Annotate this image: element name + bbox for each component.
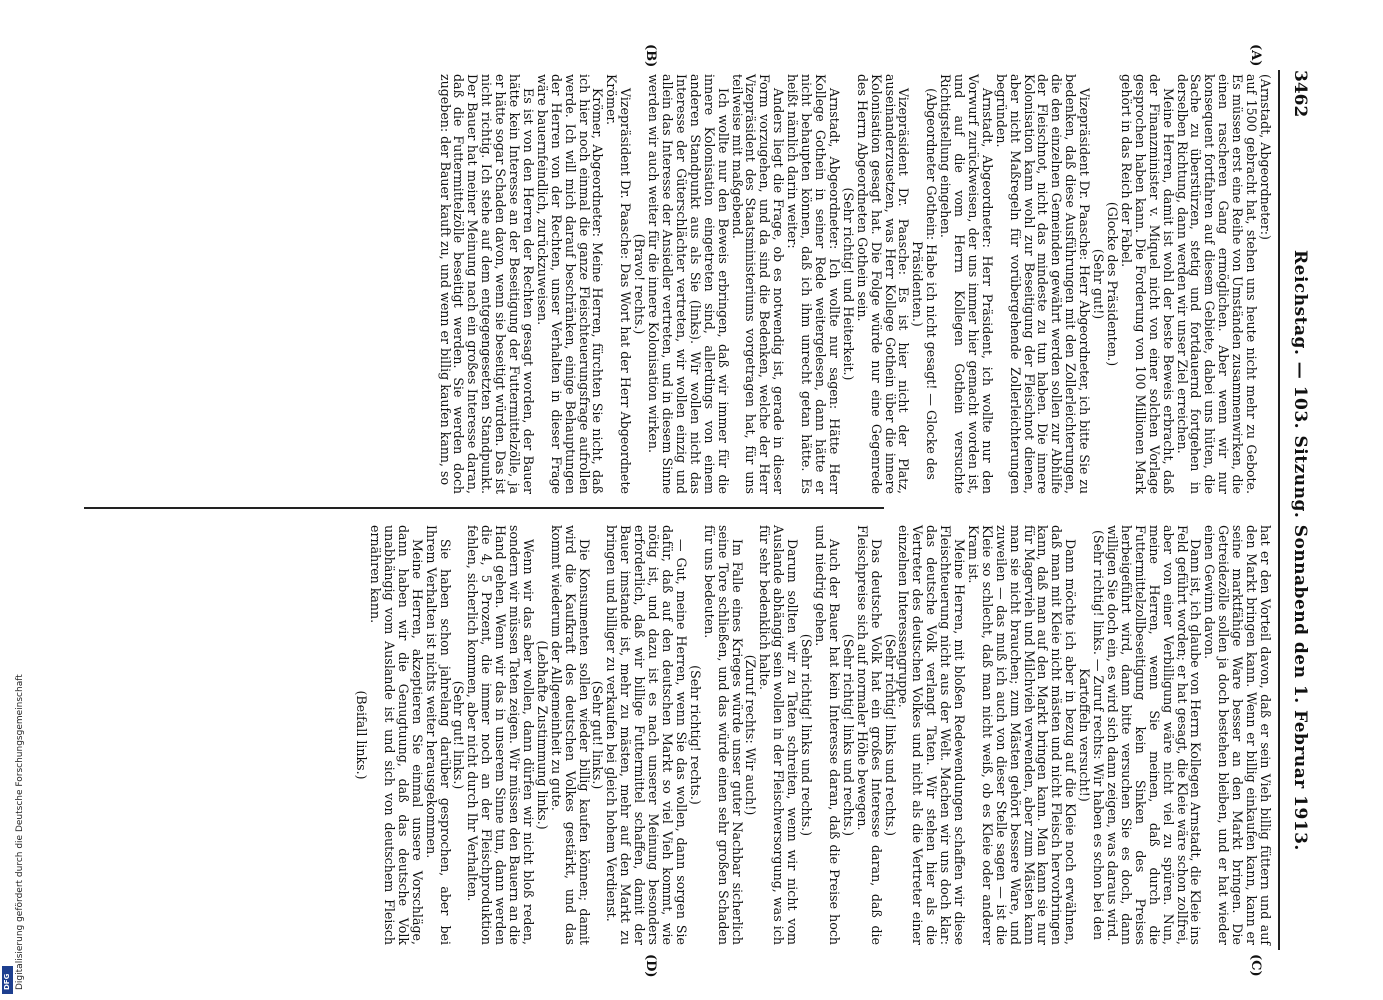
- paragraph: Vizepräsident Dr. Paasche: Es ist hier nicht der Platz, auseinanderzusetzen, was Herr Kollege Gothein über die innere Kolonisation gesagt hat. Die Folge würde nur eine Gegenrede des Herrn Abgeordneten Gothein sein.: [854, 74, 912, 494]
- paragraph: Wenn wir das aber wollen, dann dürfen wir nicht bloß reden, sondern wir müssen Taten zeigen. Wir müssen den Bauern an die Hand gehen. Wenn wir das in unserem Sinne tun, dann werden die 4, 5 Prozent, die immer noch an der Fleischproduktion fehlen, sicherlich kommen, aber nicht durch Ihr Verhalten.: [465, 525, 536, 945]
- paragraph: Das deutsche Volk hat ein großes Interesse daran, daß die Fleischpreise sich auf normaler Höhe bewegen.: [854, 525, 884, 945]
- paragraph: Meine Herren, damit ist wohl der beste Beweis erbracht, daß der Finanzminister v. Miquel nicht von einer solchen Vorlage gesprochen haben kann. Die Forderung von 100 Millionen Mark gehört in das Reich der Fabel.: [1118, 74, 1176, 494]
- running-title: Reichstag. — 103. Sitzung. Sonnabend den 1. Februar 1913.: [1290, 250, 1310, 851]
- left-text-column: [438, 74, 1272, 494]
- dfg-logo: [2, 966, 13, 994]
- paragraph: Meine Herren, mit bloßen Redewendungen schaffen wir diese Fleischteuerung nicht aus der Welt. Machen wir uns doch klar: das deutsche Volk verlangt Taten. Wir stehen hier als die Vertreter des deutschen Volkes und nicht als die Vertreter einer einzelnen Interessengruppe.: [896, 525, 968, 945]
- right-text-column: [354, 525, 1272, 945]
- paragraph: Arnstadt, Abgeordneter: Herr Präsident, ich wollte nur den Vorwurf zurückweisen, der uns immer hier gemacht worden ist, und auf die vom Herrn Kollegen Gothein versuchte Richtigstellung eingehen.: [938, 74, 995, 494]
- paragraph: (Arnstadt, Abgeordneter:): [1258, 74, 1273, 240]
- paragraph: auf 1500 gebracht hat, stehen uns heute nicht mehr zu Gebote. Es müssen erst eine Reihe von Umständen zusammenwirken, die einen rascheren Gang ermöglichen. Aber wenn wir nur konsequent fortfahren auf diesem Gebiete, dabei uns hüten, die Sache zu überstürzen, stetig und fortdauernd fortgehen in derselben Richtung, dann werden wir unser Ziel erreichen.: [1174, 74, 1260, 494]
- page-number: 3462: [1290, 70, 1310, 118]
- paragraph: Es ist von den Herren der Rechten gesagt worden, der Bauer hätte kein Interesse an der Beseitigung der Futtermittelzölle, ja er hätte sogar Schaden davon, wenn sie beseitigt würden. Das ist nicht richtig. Ich stehe auf dem entgegengesetzten Standpunkt. Der Bauer hat meiner Meinung nach ein großes Interesse daran, daß die Futtermittelzölle beseitigt werden. Sie werden doch zugeben: der Bauer kauft zu, und wenn er billig kaufen kann, so: [437, 74, 536, 494]
- interjection: (Sehr richtig! links und rechts.): [882, 633, 898, 837]
- margin-mark-a: (A): [1248, 44, 1263, 67]
- paragraph: Meine Herren, akzeptieren Sie einmal unsere Vorschläge, dann haben wir die Genugtuung, daß das deutsche Volk unabhängig vom Auslande ist und sich von deutschem Fleisch ernähren kann.: [368, 525, 425, 945]
- interjection: (Sehr richtig! und Heiterkeit.): [840, 187, 856, 381]
- interjection: (Sehr richtig! links. — Zuruf rechts: Wir haben es schon bei den Kartoffeln versucht!): [1077, 530, 1107, 940]
- paragraph: Im Falle eines Krieges würde unser guter Nachbar sicherlich seine Tore schließen, und das würde einen sehr großen Schaden für uns bedeuten.: [701, 525, 745, 945]
- paragraph: — Gut, meine Herren, wenn Sie das wollen, dann sorgen Sie dafür, daß auf den deutschen Markt so viel Vieh kommt, wie nötig ist, und dazu ist es nach unserer Meinung besonders erforderlich, daß wir billige Futtermittel schaffen, damit der Bauer imstande ist, mehr zu mästen, mehr auf den Markt zu bringen und billiger zu verkaufen bei gleich hohem Verdienst.: [604, 525, 689, 945]
- credit-text: Digitalisierung gefördert durch die Deutsche Forschungsgemeinschaft: [15, 674, 25, 990]
- paragraph: Darum sollten wir zu Taten schreiten, wenn wir nicht vom Auslande abhängig sein wollen in der Fleischversorgung, was ich für sehr bedenklich halte.: [757, 525, 801, 945]
- paragraph: Ich wollte nur den Beweis erbringen, daß wir immer für die innere Kolonisation eingetreten sind, allerdings von einem anderen Standpunkt aus als Sie (links). Wir wollen nicht das Interesse der Güterschlächter vertreten, wir wollen einzig und allein das Interesse der Ansiedler vertreten, und in diesem Sinne werden wir auch weiter für die innere Kolonisation wirken.: [646, 74, 731, 494]
- interjection: (Lebhafte Zustimmung links.): [534, 640, 550, 830]
- interjection: (Bravo! rechts.): [632, 233, 648, 335]
- rotated-page-content: [73, 44, 1318, 978]
- header-rule: [1278, 70, 1280, 950]
- interjection: (Sehr richtig! links und rechts.): [799, 633, 815, 837]
- interjection: (Beifall links.): [354, 690, 370, 780]
- paragraph: Vizepräsident Dr. Paasche: Das Wort hat der Herr Abgeordnete Krömer.: [604, 74, 634, 494]
- dfg-logo-text: DFG: [3, 973, 11, 990]
- column-divider: [84, 507, 884, 509]
- interjection: (Sehr richtig! links und rechts.): [840, 633, 856, 837]
- paragraph: Die Konsumenten sollen wieder billig kaufen können; damit wird die Kaufkraft des deutschen Volkes gestärkt, und das kommt wiederum der Allgemeinheit zu gute.: [548, 525, 592, 945]
- interjection: (Sehr gut! links.): [590, 680, 606, 790]
- interjection: (Sehr richtig! rechts.): [687, 665, 703, 805]
- margin-mark-c: (C): [1248, 954, 1263, 977]
- paragraph: Anders liegt die Frage, ob es notwendig ist, gerade in dieser Form vorzugehen, und da sind die Bedenken, welche der Herr Vizepräsident des Staatsministeriums vorgetragen hat, für uns teilweise mit maßgebend.: [729, 74, 787, 494]
- paragraph: Sie haben schon jahrelang darüber gesprochen, aber bei Ihrem Verhalten ist nichts weiter herausgekommen.: [423, 525, 453, 945]
- digitization-credit: [6, 5, 25, 995]
- margin-mark-b: (B): [643, 44, 658, 68]
- interjection: (Sehr gut! links.): [451, 680, 467, 790]
- paragraph: Arnstadt, Abgeordneter: Ich wollte nur sagen: Hätte Herr Kollege Gothein in seiner Rede weitergelesen, dann hätte er nicht behaupten können, daß ich ihm unrecht getan hätte. Es heißt nämlich darin weiter:: [785, 74, 842, 494]
- paragraph: Krömer, Abgeordneter: Meine Herren, fürchten Sie nicht, daß ich hier noch einmal die ganze Fleischteuerungsfrage aufrollen werde. Ich will mich darauf beschränken, einige Behauptungen der Herren von der Rechten, unser Verhalten in dieser Frage wäre bauernfeindlich, zurückzuweisen.: [534, 74, 606, 494]
- paragraph: Dann möchte ich aber in bezug auf die Kleie noch erwähnen, daß man mit Kleie nicht mästen und nicht Fleisch hervorbringen kann, daß man auf den Markt bringen kann. Man kann sie nur für Magervieh und Milchvieh verwenden, aber zum Mästen kann man sie nicht brauchen; zum Mästen gehört bessere Ware, und zuweilen — das muß ich auch von dieser Stelle sagen — ist die Kleie so schlecht, daß man nicht weiß, ob es Kleie oder anderer Kram ist.: [965, 525, 1079, 945]
- paragraph: Auch der Bauer hat kein Interesse daran, daß die Preise hoch und niedrig gehen.: [813, 525, 842, 945]
- paragraph: Vizepräsident Dr. Paasche: Herr Abgeordneter, ich bitte Sie zu bedenken, daß diese Ausführungen mit den Zollerleichterungen, die den einzelnen Gemeinden gewährt werden sollen zur Abhilfe der Fleischnot, nicht das mindeste zu tun haben. Die innere Kolonisation kann wohl zur Beseitigung der Fleischnot dienen, aber nicht Maßregeln für vorübergehende Zollerleichterungen begründen.: [993, 74, 1093, 494]
- margin-mark-d: (D): [643, 954, 658, 978]
- paragraph: hat er den Vorteil davon, daß er sein Vieh billig füttern und auf den Markt bringen kann. Wenn er billig einkaufen kann, kann er seine marktfähige Ware besser an den Markt bringen. Die Getreidezölle sollen ja doch bestehen bleiben, und er hat wieder einen Gewinn davon.: [1202, 525, 1273, 945]
- interjection: (Abgeordneter Gothein: Habe ich nicht gesagt! — Glocke des Präsidenten.): [910, 88, 940, 480]
- page-header: [1280, 70, 1310, 950]
- interjection: (Zuruf rechts: Wir auch!): [743, 654, 759, 816]
- interjection: (Glocke des Präsidenten.): [1105, 201, 1121, 367]
- interjection: (Sehr gut!): [1091, 248, 1107, 320]
- paragraph: Dann ist, ich glaube von Herrn Kollegen Arnstadt, die Kleie ins Feld geführt worden; er hat gesagt, die Kleie wäre schon zollfrei, aber von einer Verbilligung wäre nicht viel zu spüren. Nun, meine Herren, wenn Sie meinen, daß durch die Futtermittelzollbeseitigung kein Sinken des Preises herbeigeführt wird, dann bitte versuchen Sie es doch, dann willigen Sie doch ein, es wird sich dann zeigen, was daraus wird.: [1105, 525, 1204, 945]
